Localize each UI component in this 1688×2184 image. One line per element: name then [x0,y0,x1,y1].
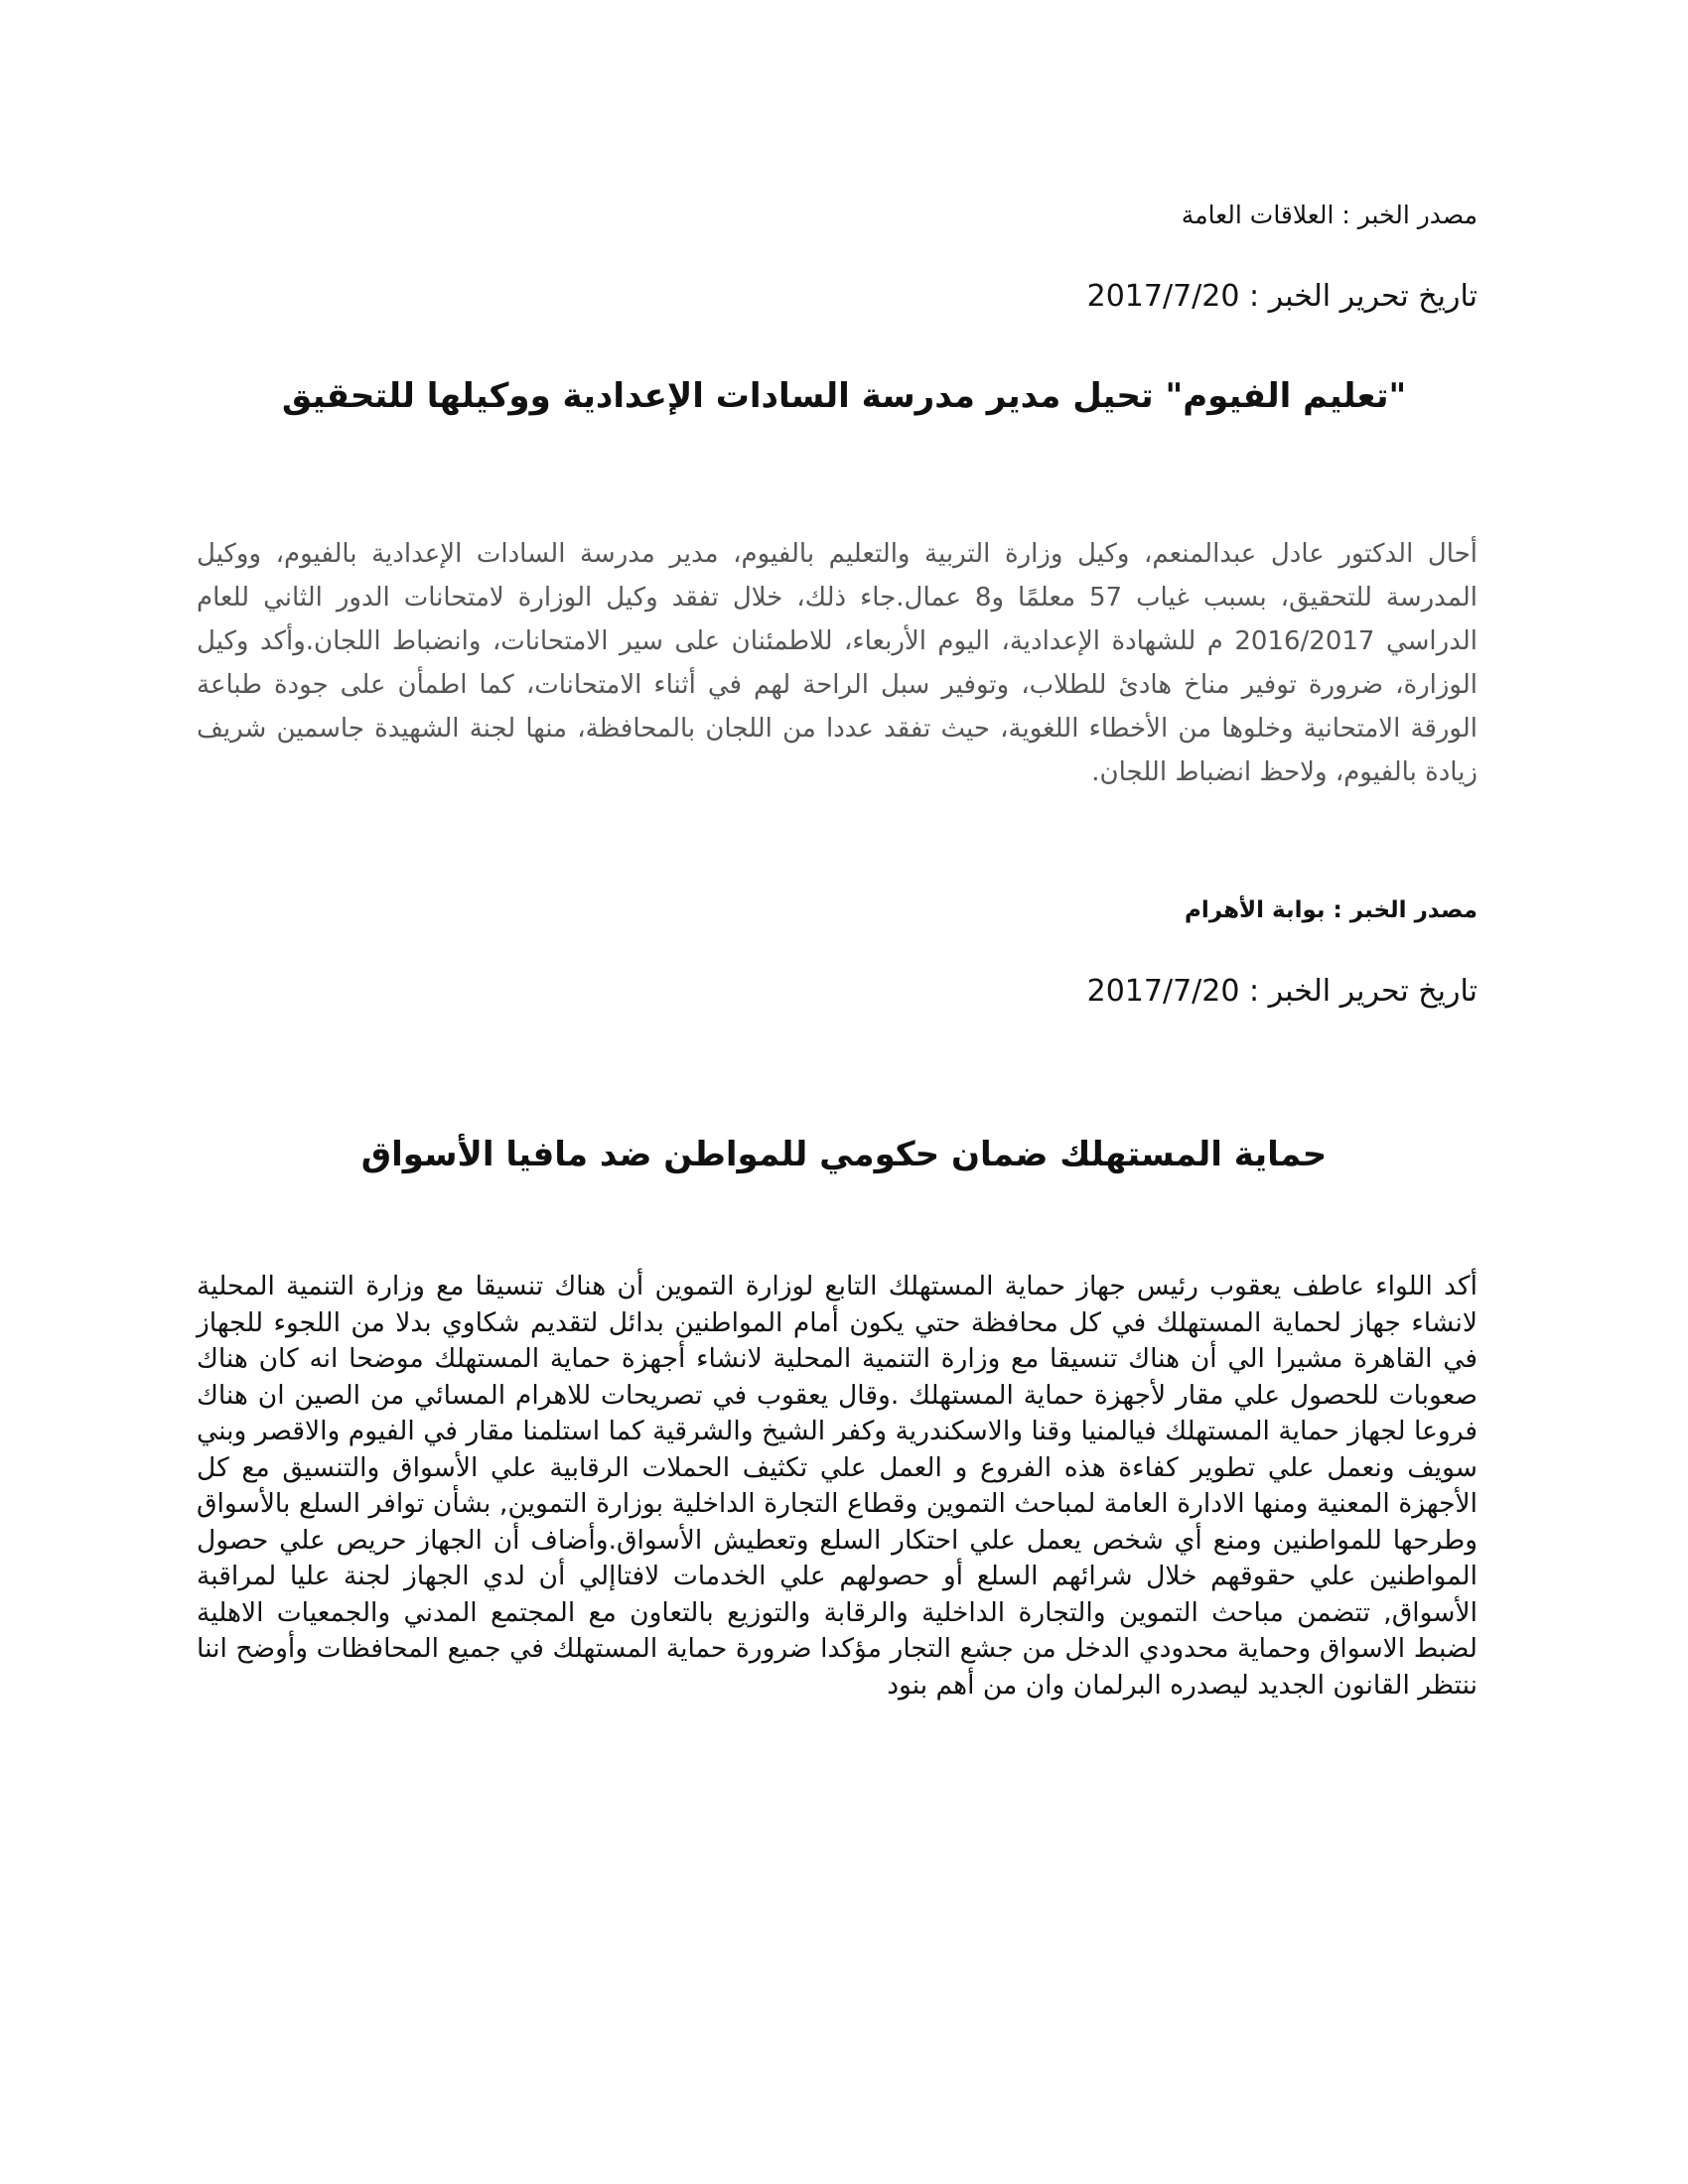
article2-body: أكد اللواء عاطف يعقوب رئيس جهاز حماية المستهلك التابع لوزارة التموين أن هناك تنسيقا مع وزارة التنمية المحلية لانشاء جهاز لحماية المستهلك في كل محافظة حتي يكون أمام المواطنين بدائل لتقديم شكاوي بدلا من اللجوء للجهاز في القاهرة مشيرا الي أن هناك تنسيقا مع وزارة التنمية المحلية لانشاء أجهزة حماية المستهلك موضحا انه كان هناك صعوبات للحصول علي مقار لأجهزة حماية المستهلك .وقال يعقوب في تصريحات للاهرام المسائي من الصين ان هناك فروعا لجهاز حماية المستهلك فيالمنيا وقنا والاسكندرية وكفر الشيخ والشرقية كما استلمنا مقار في الفيوم والاقصر وبني سويف ونعمل علي تطوير كفاءة هذه الفروع و العمل علي تكثيف الحملات الرقابية علي الأسواق والتنسيق مع كل الأجهزة المعنية ومنها الادارة العامة لمباحث التموين وقطاع التجارة الداخلية بوزارة التموين, بشأن توافر السلع بالأسواق وطرحها للمواطنين ومنع أي شخص يعمل علي احتكار السلع وتعطيش الأسواق.وأضاف أن الجهاز حريص علي حصول المواطنين علي حقوقهم خلال شرائهم السلع أو حصولهم علي الخدمات لافتاإلي أن لدي الجهاز لجنة عليا لمراقبة الأسواق, تتضمن مباحث التموين والتجارة الداخلية والرقابة والتوزيع بالتعاون مع المجتمع المدني والجمعيات الاهلية لضبط الاسواق وحماية محدودي الدخل من جشع التجار مؤكدا ضرورة حماية المستهلك في جميع المحافظات وأوضح اننا ننتظر القانون الجديد ليصدره البرلمان وان من أهم بنود [197,1271,1477,1701]
article1-headline: "تعليم الفيوم" تحيل مدير مدرسة السادات الإعدادية ووكيلها للتحقيق [281,376,1407,416]
article2-headline: حماية المستهلك ضمان حكومي للمواطن ضد مافيا الأسواق [360,1135,1328,1174]
article2-source: مصدر الخبر : بوابة الأهرام [1185,897,1477,923]
article1-source: مصدر الخبر : العلاقات العامة [1181,201,1477,229]
article1-date: تاريخ تحرير الخبر : 2017/7/20 [1086,279,1477,314]
article2-date: تاريخ تحرير الخبر : 2017/7/20 [1086,974,1477,1009]
article1-body: أحال الدكتور عادل عبدالمنعم، وكيل وزارة التربية والتعليم بالفيوم، مدير مدرسة السادات الإعدادية بالفيوم، ووكيل المدرسة للتحقيق، بسبب غياب 57 معلمًا و8 عمال.جاء ذلك، خلال تفقد وكيل الوزارة لامتحانات الدور الثاني للعام الدراسي 2016/2017 م للشهادة الإعدادية، اليوم الأربعاء، للاطمئنان على سير الامتحانات، وانضباط اللجان.وأكد وكيل الوزارة، ضرورة توفير مناخ هادئ للطلاب، وتوفير سبل الراحة لهم في أثناء الامتحانات، كما اطمأن على جودة طباعة الورقة الامتحانية وخلوها من الأخطاء اللغوية، حيث تفقد عددا من اللجان بالمحافظة، منها لجنة الشهيدة جاسمين شريف زيادة بالفيوم، ولاحظ انضباط اللجان. [197,539,1478,787]
